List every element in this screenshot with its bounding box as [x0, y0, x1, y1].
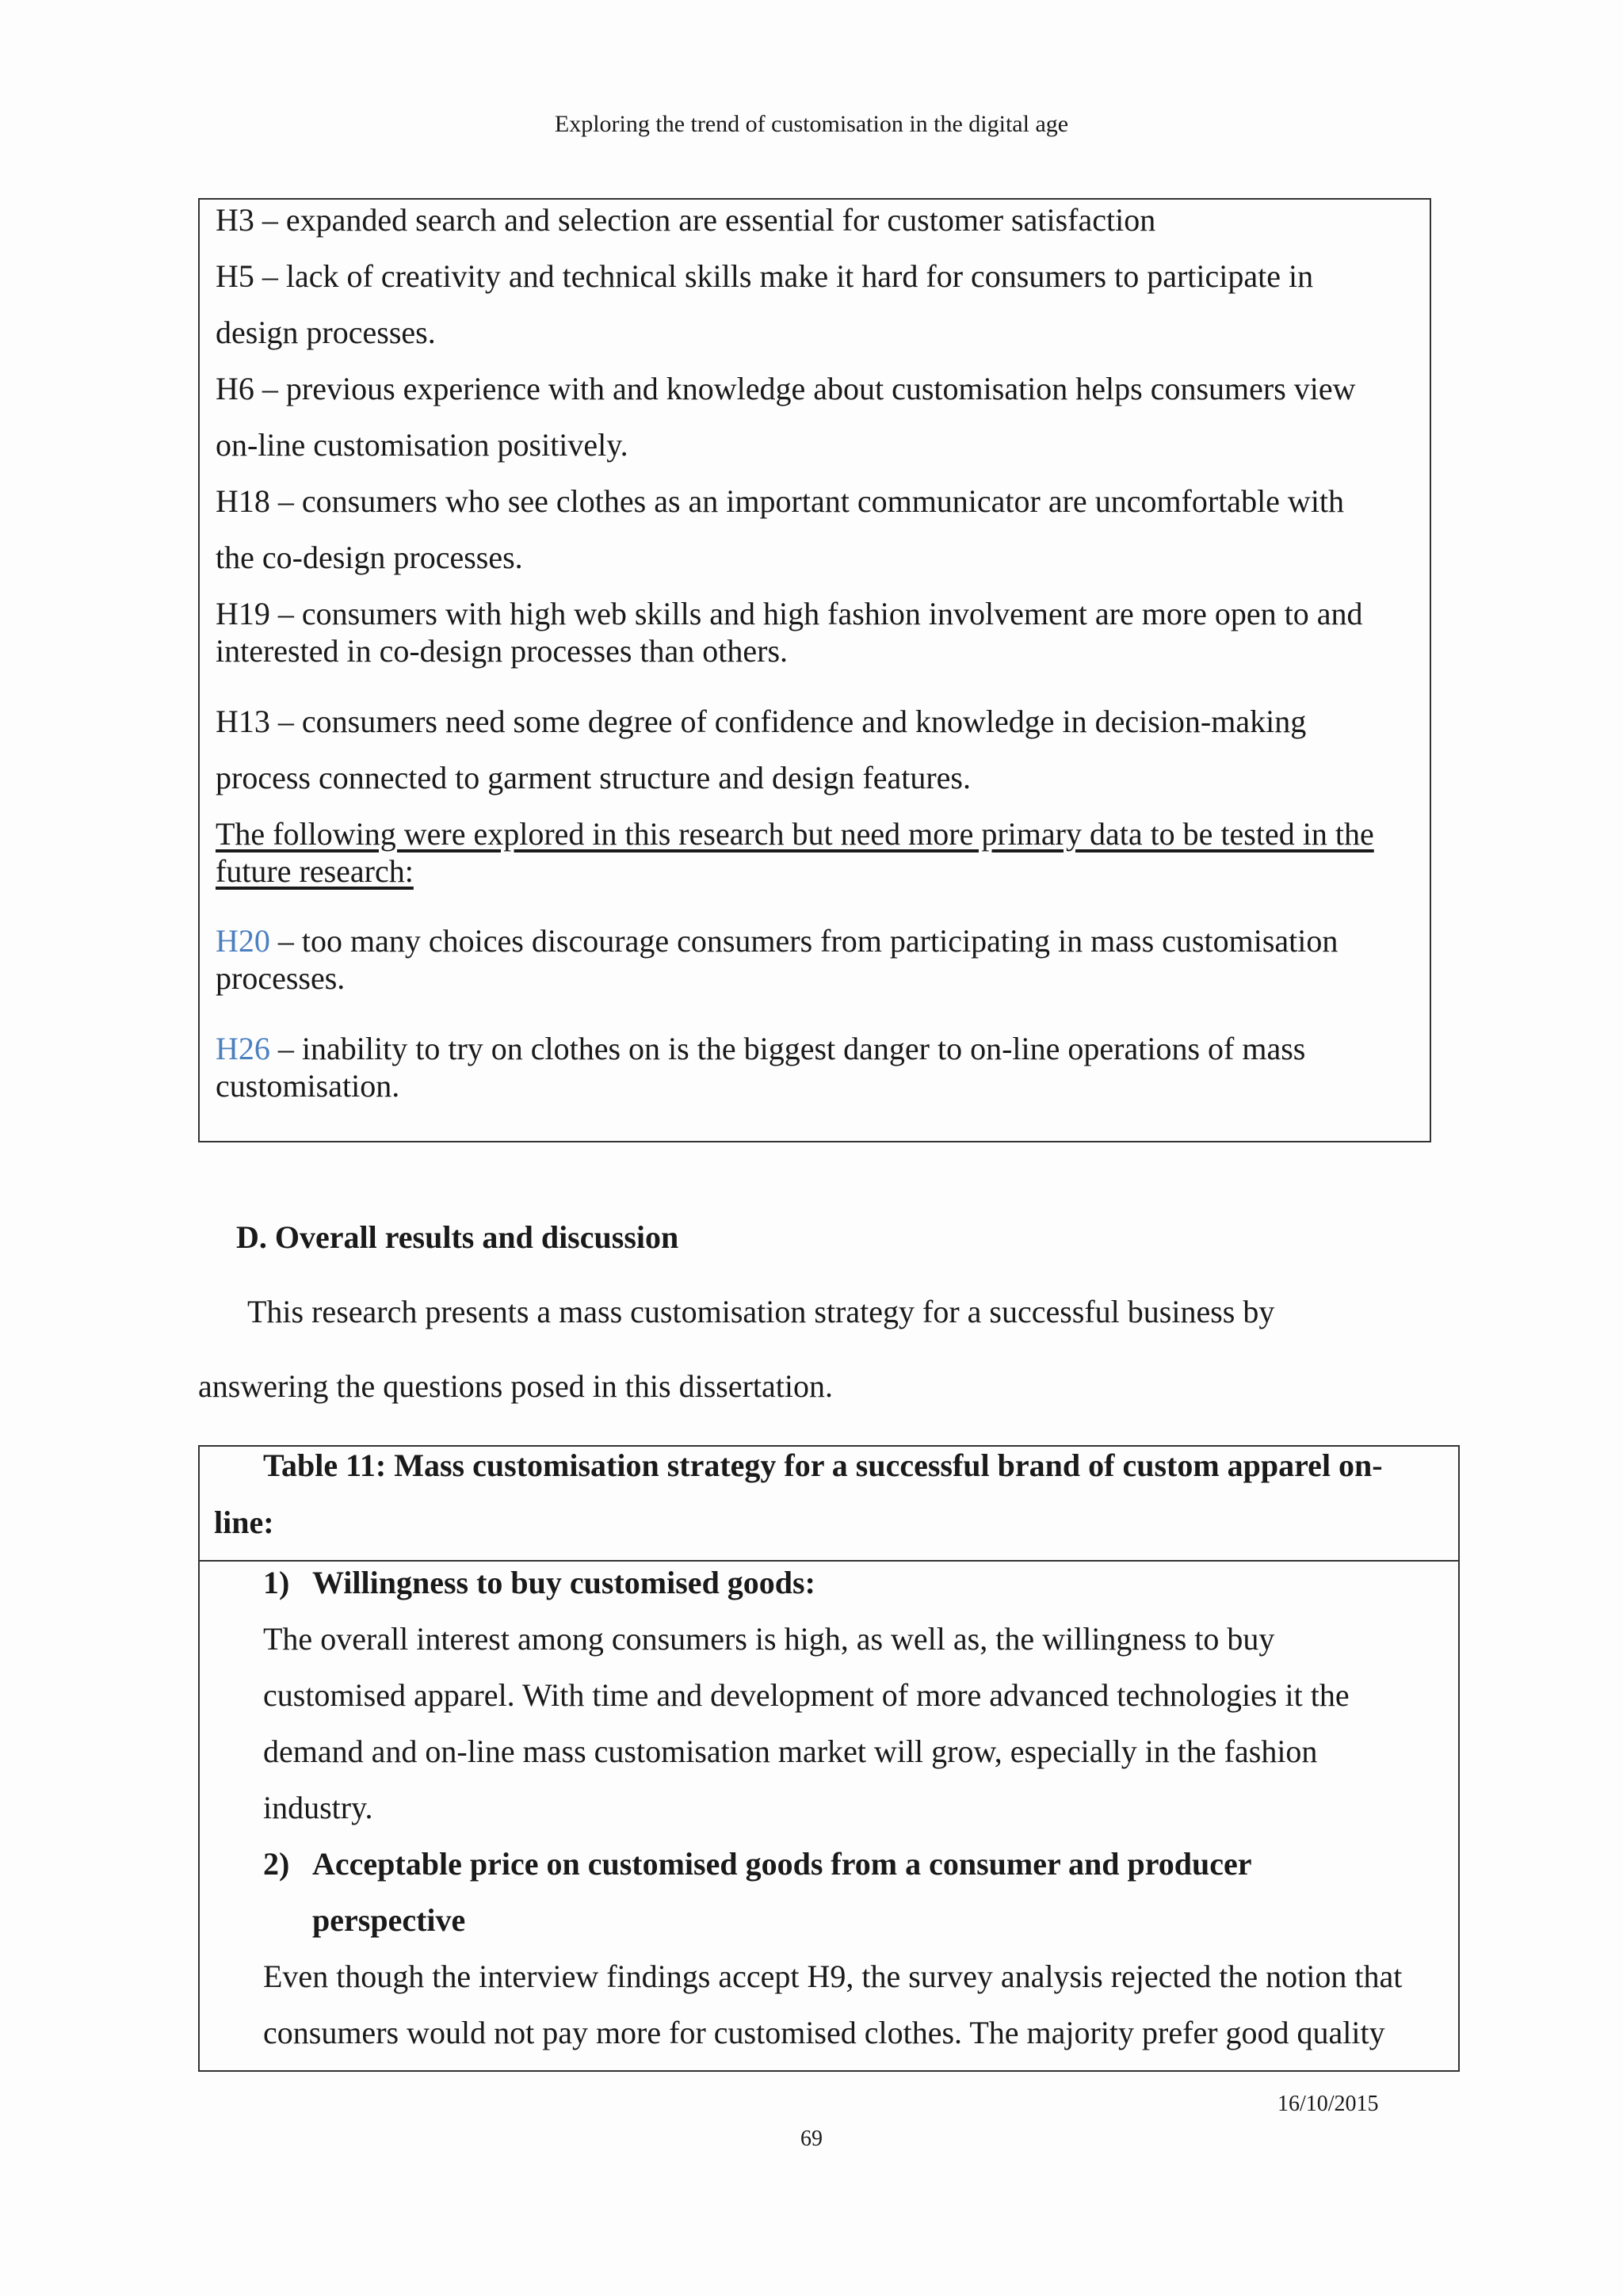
item-2-heading: Acceptable price on customised goods from a consumer and producer: [312, 1846, 1252, 1882]
running-header: Exploring the trend of customisation in the digital age: [554, 111, 1069, 137]
hypothesis-h13: H13 – consumers need some degree of confidence and knowledge in decision-making: [216, 704, 1307, 739]
table-11: [198, 1445, 1460, 2072]
item-2-text: Even though the interview findings accept H9, the survey analysis rejected the notion that: [263, 1958, 1403, 1994]
future-research-note: The following were explored in this research but need more primary data to be tested in the: [216, 816, 1374, 852]
hypothesis-h26-text: – inability to try on clothes on is the biggest danger to on-line operations of mass: [269, 1031, 1306, 1066]
hypothesis-h5: H5 – lack of creativity and technical skills make it hard for consumers to participate in: [216, 258, 1314, 294]
hypothesis-h20-cont: processes.: [216, 960, 346, 996]
hypothesis-h6-cont: on-line customisation positively.: [216, 427, 628, 463]
hypothesis-h20-text: – too many choices discourage consumers from participating in mass customisation: [269, 923, 1338, 959]
hypotheses-box: [198, 198, 1431, 1142]
section-heading: D. Overall results and discussion: [236, 1219, 679, 1255]
table-divider: [200, 1560, 1458, 1562]
section-paragraph: This research presents a mass customisation strategy for a successful business by: [247, 1294, 1275, 1329]
hypothesis-h19-cont: interested in co-design processes than others.: [216, 633, 789, 669]
table-title: Table 11: Mass customisation strategy for a successful brand of custom apparel on-: [263, 1447, 1383, 1483]
section-paragraph-cont: answering the questions posed in this dissertation.: [198, 1368, 834, 1404]
footer-date: 16/10/2015: [1277, 2092, 1379, 2116]
hypothesis-h13-cont: process connected to garment structure and design features.: [216, 760, 971, 795]
hypothesis-h18: H18 – consumers who see clothes as an important communicator are uncomfortable with: [216, 483, 1345, 519]
hypothesis-h3: H3 – expanded search and selection are essential for customer satisfaction: [216, 202, 1156, 238]
future-research-note-cont: future research:: [216, 853, 414, 889]
item-2-heading-cont: perspective: [312, 1902, 466, 1938]
item-1-text: industry.: [263, 1790, 373, 1825]
hypothesis-h19: H19 – consumers with high web skills and high fashion involvement are more open to and: [216, 596, 1363, 631]
item-2-text: consumers would not pay more for customised clothes. The majority prefer good quality: [263, 2015, 1385, 2050]
hypothesis-h26-label: H26: [216, 1031, 270, 1066]
hypothesis-h26-cont: customisation.: [216, 1068, 400, 1104]
hypothesis-h20: [216, 922, 1338, 960]
table-title-cont: line:: [214, 1505, 274, 1540]
item-1-number: 1): [263, 1565, 290, 1600]
item-1-text: demand and on-line mass customisation market will grow, especially in the fashion: [263, 1733, 1318, 1769]
item-1-text: The overall interest among consumers is high, as well as, the willingness to buy: [263, 1621, 1275, 1657]
item-2-number: 2): [263, 1846, 290, 1882]
item-1-text: customised apparel. With time and development of more advanced technologies it the: [263, 1677, 1350, 1713]
hypothesis-h5-cont: design processes.: [216, 315, 436, 350]
hypothesis-h18-cont: the co-design processes.: [216, 540, 523, 575]
page-number: 69: [800, 2126, 823, 2151]
item-1-heading: Willingness to buy customised goods:: [312, 1565, 815, 1600]
hypothesis-h6: H6 – previous experience with and knowledge about customisation helps consumers view: [216, 371, 1356, 406]
hypothesis-h26: [216, 1030, 1305, 1068]
hypothesis-h20-label: H20: [216, 923, 270, 959]
